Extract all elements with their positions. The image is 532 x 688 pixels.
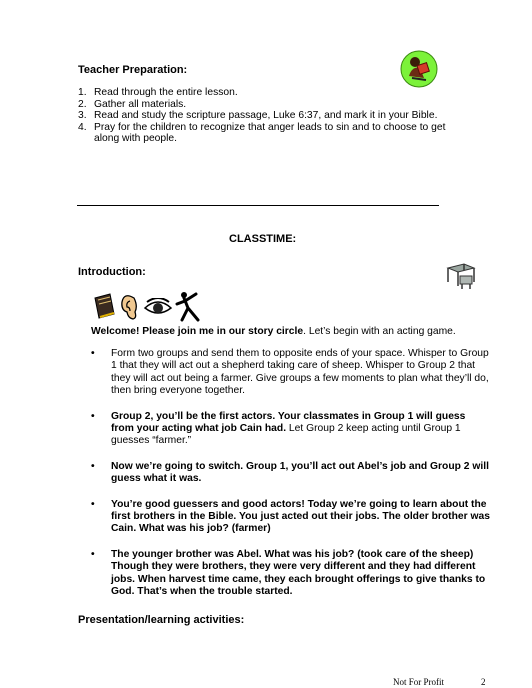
- ear-icon: [118, 292, 140, 322]
- section-divider: [77, 205, 439, 206]
- teacher-prep-list: [78, 87, 448, 145]
- list-item: • Now we’re going to switch. Group 1, you’ll act out Abel’s job and Group 2 will guess what it was.: [91, 460, 489, 485]
- bullet-dot: •: [91, 548, 95, 560]
- footer-label: Not For Profit: [393, 677, 445, 687]
- list-item: 1. Read through the entire lesson.: [78, 87, 238, 98]
- introduction-bullets: [91, 348, 491, 599]
- list-item: • Form two groups and send them to opposite ends of your space. Whisper to Group 1 that they will act out a shepherd taking care of sheep. Whisper to Group 2 that they will act out being a farmer. Give groups a few moments to plan what they’ll do, then bring everyone together.: [91, 348, 489, 397]
- list-item: 3. Read and study the scripture passage, Luke 6:37, and mark it in your Bible.: [78, 110, 438, 122]
- introduction-heading: Introduction:: [78, 266, 146, 278]
- welcome-line: [91, 326, 501, 338]
- running-figure-icon: [174, 290, 204, 322]
- list-item: • The younger brother was Abel. What was his job? (took care of the sheep) Though they were brothers, they were very different and they had different jobs. When harvest time came, they each brought offerings to give thanks to God. That’s when the trouble started.: [91, 548, 486, 598]
- list-item: 2. Gather all materials.: [78, 98, 187, 110]
- list-item: • You’re good guessers and good actors! Today we’re going to learn about the first brothers in the Bible. You just acted out their jobs. The older brother was Cain. What was his job? (farmer): [91, 498, 490, 535]
- eye-icon: [143, 298, 173, 318]
- list-item: • Group 2, you’ll be the first actors. Your classmates in Group 1 will guess from your acting what job Cain had. Let Group 2 keep acting until Group 1 guesses “farmer.”: [91, 410, 466, 447]
- bullet-dot: •: [91, 460, 95, 472]
- welcome-rest: . Let’s begin with an acting game.: [303, 326, 456, 337]
- bullet-dot: •: [91, 498, 95, 510]
- school-desk-icon: [444, 262, 478, 290]
- classtime-heading: CLASSTIME:: [229, 233, 297, 245]
- list-item: 4. Pray for the children to recognize that anger leads to sin and to choose to get along with people.: [78, 121, 446, 145]
- person-reading-book-icon: [400, 50, 438, 88]
- welcome-bold: Welcome! Please join me in our story circle: [91, 326, 304, 337]
- teacher-prep-heading: Teacher Preparation:: [78, 64, 188, 76]
- bullet-dot: •: [91, 348, 95, 359]
- bullet-dot: •: [91, 410, 95, 422]
- page-number: 2: [481, 677, 486, 687]
- presentation-heading: Presentation/learning activities:: [78, 614, 245, 626]
- book-icon: [92, 292, 116, 320]
